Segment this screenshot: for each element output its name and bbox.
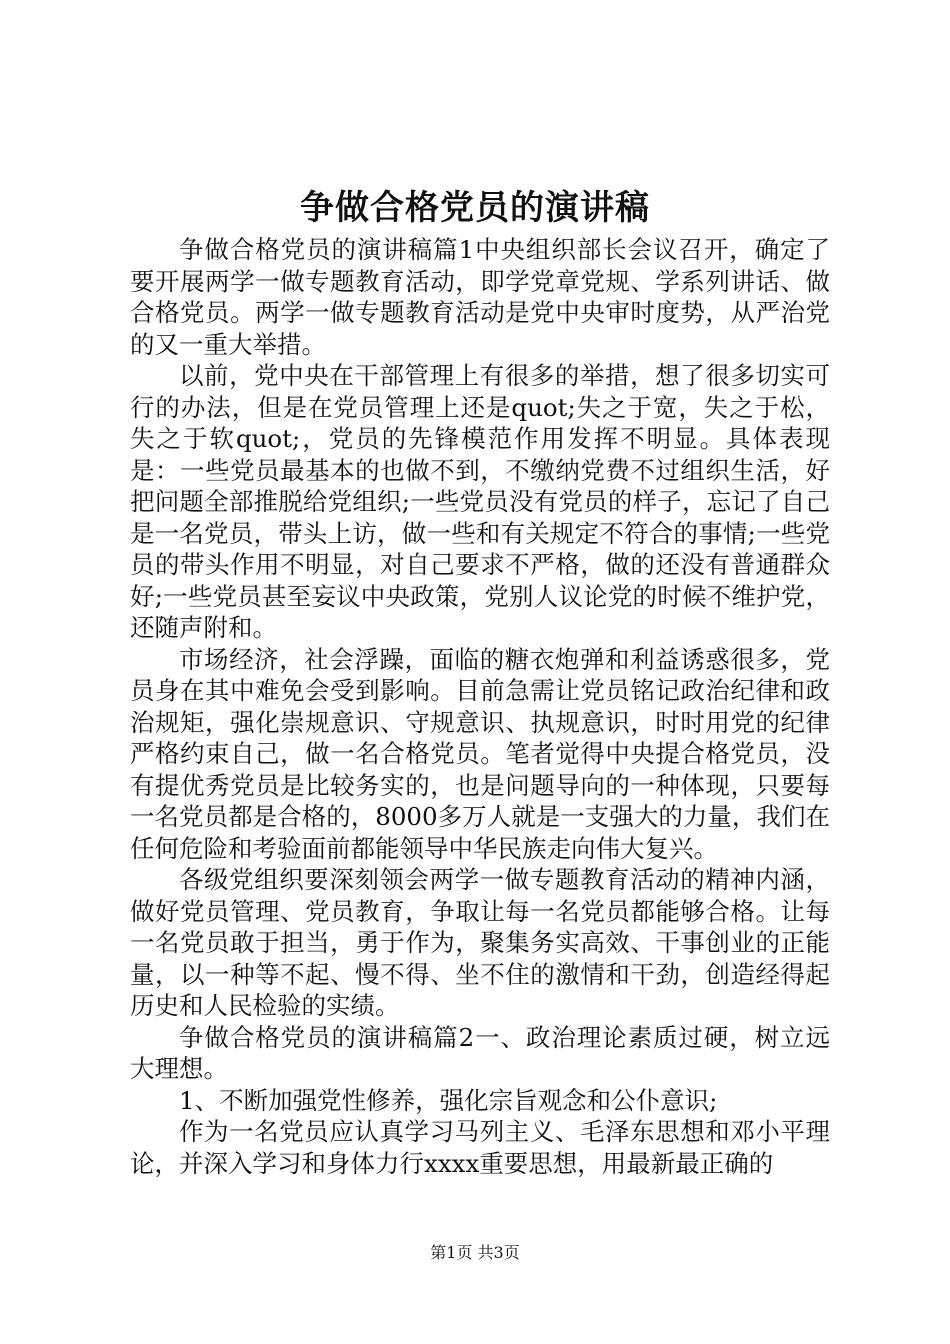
- document-title: 争做合格党员的演讲稿: [300, 188, 650, 228]
- body-paragraph: 争做合格党员的演讲稿篇2一、政治理论素质过硬，树立远大理想。: [130, 1022, 830, 1083]
- body-paragraph: 争做合格党员的演讲稿篇1中央组织部长会议召开，确定了要开展两学一做专题教育活动，即学党章党规、学系列讲话、做合格党员。两学一做专题教育活动是党中央审时度势，从严治党的又一重大举措。: [130, 235, 830, 359]
- page-footer: [0, 1242, 950, 1264]
- body-paragraph: 市场经济，社会浮躁，面临的糖衣炮弹和利益诱惑很多，党员身在其中难免会受到影响。目前急需让党员铭记政治纪律和政治规矩，强化崇规意识、守规意识、执规意识，时时用党的纪律严格约束自己，做一名合格党员。笔者觉得中央提合格党员，没有提优秀党员是比较务实的，也是问题导向的一种体现，只要每一名党员都是合格的，8000多万人就是一支强大的力量，我们在任何危险和考验面前都能领导中华民族走向伟大复兴。: [130, 644, 830, 863]
- body-paragraph: 作为一名党员应认真学习马列主义、毛泽东思想和邓小平理论，并深入学习和身体力行xxxx重要思想，用最新最正确的: [130, 1117, 830, 1178]
- body-paragraph: 1、不断加强党性修养，强化宗旨观念和公仆意识;: [179, 1085, 718, 1115]
- body-paragraph: 以前，党中央在干部管理上有很多的举措，想了很多切实可行的办法，但是在党员管理上还是quot;失之于宽，失之于松，失之于软quot;，党员的先锋模范作用发挥不明显。具体表现是：一些党员最基本的也做不到，不缴纳党费不过组织生活，好把问题全部推脱给党组织;一些党员没有党员的样子，忘记了自己是一名党员，带头上访，做一些和有关规定不符合的事情;一些党员的带头作用不明显，对自己要求不严格，做的还没有普通群众好;一些党员甚至妄议中央政策，党别人议论党的时候不维护党，还随声附和。: [130, 361, 830, 642]
- document-body: [130, 234, 830, 1179]
- body-paragraph: 各级党组织要深刻领会两学一做专题教育活动的精神内涵，做好党员管理、党员教育，争取让每一名党员都能够合格。让每一名党员敢于担当，勇于作为，聚集务实高效、干事创业的正能量，以一种等不起、慢不得、坐不住的激情和干劲，创造经得起历史和人民检验的实绩。: [130, 865, 830, 1020]
- page-indicator: 第1页 共3页: [430, 1243, 520, 1262]
